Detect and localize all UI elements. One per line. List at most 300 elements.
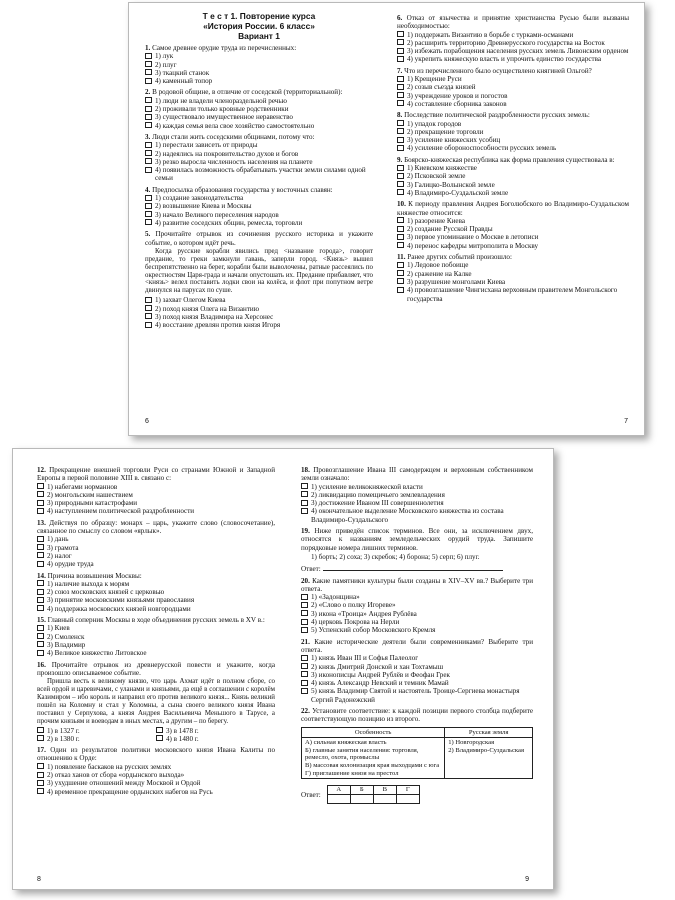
answer-option[interactable] — [145, 61, 373, 69]
matching-header-right: Русская земля — [445, 727, 533, 738]
checkbox[interactable] — [145, 195, 152, 201]
answer-options — [397, 217, 629, 250]
checkbox[interactable] — [37, 727, 44, 733]
answer-option[interactable] — [397, 233, 629, 241]
question-11 — [397, 253, 629, 303]
answer-option[interactable] — [145, 194, 373, 202]
checkbox[interactable] — [301, 602, 308, 608]
answer-option-label: 2) союз московских князей с церковью — [47, 588, 165, 597]
checkbox[interactable] — [145, 106, 152, 112]
checkbox[interactable] — [397, 76, 404, 82]
checkbox[interactable] — [145, 114, 152, 120]
checkbox[interactable] — [397, 189, 404, 195]
answer-option-label: 2) в 1380 г. — [47, 734, 80, 743]
answer-option[interactable] — [145, 97, 373, 105]
page-6 — [145, 11, 373, 329]
answer-option-label: 3) ткацкий станок — [155, 68, 210, 77]
answer-option-label: 4) Владимиро-Суздальской земле — [407, 188, 509, 197]
question-prompt: Последствие политической раздробленности русских земель: — [404, 111, 590, 120]
checkbox[interactable] — [397, 56, 404, 62]
answer-options — [37, 624, 275, 657]
answer-option[interactable] — [145, 150, 373, 158]
page-7 — [397, 11, 629, 303]
answer-option-label: 4) в 1480 г. — [166, 734, 199, 743]
checkbox[interactable] — [397, 242, 404, 248]
question-text — [301, 638, 533, 655]
answer-option[interactable] — [145, 296, 373, 304]
checkbox[interactable] — [301, 483, 308, 489]
answer-option[interactable] — [397, 261, 629, 269]
answer-option[interactable] — [397, 225, 629, 233]
question-text — [145, 186, 373, 194]
question-text — [37, 661, 275, 678]
checkbox[interactable] — [145, 322, 152, 328]
question-prompt: Ниже приведён список терминов. Все они, за исключением двух, относятся к названиям земледельческих орудий труда. Запишите порядковые номера лишних терминов. — [301, 527, 533, 552]
checkbox[interactable] — [301, 627, 308, 633]
question-prompt: Какие исторические деятели были современниками? Выберите три ответа. — [301, 637, 533, 654]
answer-option-label: 1) Ледовое побоище — [407, 261, 469, 270]
answer-option[interactable] — [397, 217, 629, 225]
checkbox[interactable] — [397, 120, 404, 126]
answer-option[interactable] — [301, 483, 533, 491]
question-4 — [145, 186, 373, 227]
answer-option[interactable] — [301, 687, 533, 704]
matching-left-item: Б) главные занятия населения: торговля, ремесло, охота, промыслы — [305, 746, 419, 762]
answer-option[interactable] — [145, 113, 373, 121]
answer-option[interactable] — [301, 601, 533, 609]
answer-option-label: 1) усиление великокняжеской власти — [311, 482, 423, 491]
question-20 — [301, 577, 533, 635]
answer-option[interactable] — [145, 69, 373, 77]
answer-option-label: 4) развитие соседских общин, ремесла, торговли — [155, 218, 303, 227]
answer-option-label: 4) появилась возможность обрабатывать участки земли силами одной семьи — [155, 166, 366, 183]
answer-option-label: 4) князь Александр Невский и темник Мамай — [311, 679, 449, 688]
answer-option[interactable] — [145, 166, 373, 183]
page-9 — [301, 463, 533, 804]
checkbox[interactable] — [145, 313, 152, 319]
answer-option[interactable] — [37, 779, 275, 787]
variant-label: Вариант 1 — [238, 31, 280, 41]
answer-option[interactable] — [37, 552, 275, 560]
question-number: 4. — [145, 185, 151, 194]
question-number: 6. — [397, 14, 403, 22]
answer-option-label: 3) усиление княжеских усобиц — [407, 136, 501, 145]
checkbox[interactable] — [37, 650, 44, 656]
question-text — [397, 156, 629, 164]
answer-option[interactable] — [301, 618, 533, 626]
checkbox[interactable] — [397, 39, 404, 45]
checkbox[interactable] — [145, 150, 152, 156]
checkbox[interactable] — [397, 270, 404, 276]
checkbox[interactable] — [397, 84, 404, 90]
question-3 — [145, 133, 373, 183]
matching-left-item: Г) приглашение князя на престол — [305, 769, 399, 777]
question-prompt: Установите соответствие: к каждой позиции первого столбца подберите соответствующую позицию из второго. — [301, 707, 533, 724]
answer-option[interactable] — [37, 641, 275, 649]
answer-option[interactable] — [37, 560, 275, 568]
answer-option[interactable] — [37, 771, 275, 779]
checkbox[interactable] — [397, 145, 404, 151]
question-number: 11. — [397, 253, 406, 262]
answer-options — [37, 483, 275, 516]
question-number: 19. — [301, 527, 310, 536]
answer-option-label: 2) проживали только кровные родственники — [155, 105, 289, 114]
answer-option[interactable] — [397, 120, 629, 128]
answer-option-label: 4) каждая семья вела свое хозяйство самостоятельно — [155, 121, 315, 130]
answer-option-label: 3) Галицко-Волынской земле — [407, 180, 495, 189]
question-prompt: Один из результатов политики московского князя Ивана Калиты по отношению к Орде: — [37, 746, 275, 763]
answer-option-label: 3) существовало имущественное неравенство — [155, 113, 293, 122]
answer-options — [145, 141, 373, 182]
answer-option[interactable] — [37, 580, 275, 588]
checkbox[interactable] — [397, 287, 404, 293]
answer-option[interactable] — [397, 92, 629, 100]
checkbox[interactable] — [37, 597, 44, 603]
question-18 — [301, 466, 533, 524]
checkbox[interactable] — [397, 31, 404, 37]
answer-grid-cell[interactable] — [327, 795, 350, 804]
question-number: 8. — [397, 111, 403, 120]
answer-option[interactable] — [145, 219, 373, 227]
answer-options — [37, 580, 275, 613]
checkbox[interactable] — [397, 278, 404, 284]
answer-option[interactable] — [397, 136, 629, 144]
answer-option-label: 3) икона «Троица» Андрея Рублёва — [311, 609, 417, 618]
question-prompt: Что из перечисленного было осуществлено княгиней Ольгой? — [404, 66, 592, 75]
answer-input-line[interactable] — [323, 564, 503, 571]
answer-option-label: 3) резко выросла численность населения на планете — [155, 157, 313, 166]
question-number: 7. — [397, 66, 403, 75]
answer-option[interactable] — [37, 735, 156, 743]
answer-option-label: 2) отказ ханов от сбора «ордынского выхода» — [47, 771, 185, 780]
checkbox[interactable] — [37, 763, 44, 769]
answer-option-label: 2) Псковской земле — [407, 172, 466, 181]
checkbox[interactable] — [397, 100, 404, 106]
answer-option[interactable] — [145, 202, 373, 210]
question-number: 18. — [301, 466, 310, 474]
checkbox[interactable] — [37, 580, 44, 586]
answer-option[interactable] — [37, 535, 275, 543]
checkbox[interactable] — [37, 772, 44, 778]
checkbox[interactable] — [145, 78, 152, 84]
answer-option[interactable] — [37, 507, 275, 515]
answer-option-label: 2) Смоленск — [47, 632, 85, 641]
answer-option[interactable] — [397, 55, 629, 63]
question-number: 9. — [397, 155, 403, 164]
checkbox[interactable] — [301, 500, 308, 506]
answer-options — [397, 164, 629, 197]
answer-option-label: 3) в 1478 г. — [166, 726, 199, 735]
answer-option[interactable] — [145, 52, 373, 60]
page-spread-bottom — [12, 448, 554, 890]
answer-option[interactable] — [145, 211, 373, 219]
answer-grid-cell[interactable] — [350, 795, 373, 804]
checkbox[interactable] — [37, 552, 44, 558]
source-passage: Пришла весть к великому князю, что царь Ахмат идёт в полном сборе, со всей ордой и царевичами, с уланами и князьями, да ещё в соглашении с королём Казимиром – ибо король и направил его против великого князя... Князь великий пошёл на Коломну и стал у Коломны, а сына своего великого князя Ивана поставил у Серпухова, а князя Андрея Васильевича Меньшого в Тарусе, а прочим князьям и воеводам в иных местах, а другим – по берегу. — [37, 678, 275, 725]
answer-option-label: 1) перестали зависеть от природы — [155, 141, 258, 150]
answer-option[interactable] — [37, 499, 275, 507]
answer-option[interactable] — [37, 596, 275, 604]
answer-option[interactable] — [37, 624, 275, 632]
answer-grid-cell[interactable] — [396, 795, 419, 804]
checkbox[interactable] — [37, 544, 44, 550]
checkbox[interactable] — [397, 181, 404, 187]
question-5 — [145, 230, 373, 329]
answer-grid-header: Б — [350, 786, 373, 795]
answer-option[interactable] — [301, 626, 533, 634]
checkbox[interactable] — [37, 633, 44, 639]
answer-option[interactable] — [397, 270, 629, 278]
checkbox[interactable] — [145, 203, 152, 209]
answer-row — [301, 785, 533, 804]
checkbox[interactable] — [145, 219, 152, 225]
answer-option-label: 2) возвышение Киева и Москвы — [155, 202, 252, 211]
question-number: 5. — [145, 230, 151, 239]
checkbox[interactable] — [145, 97, 152, 103]
answer-option[interactable] — [37, 491, 275, 499]
question-text — [301, 577, 533, 594]
test-title: Т е с т 1. Повторение курса — [202, 11, 316, 21]
question-text — [145, 44, 373, 52]
checkbox[interactable] — [37, 483, 44, 489]
checkbox[interactable] — [397, 234, 404, 240]
checkbox[interactable] — [37, 605, 44, 611]
checkbox[interactable] — [37, 641, 44, 647]
question-number: 20. — [301, 576, 310, 585]
checkbox[interactable] — [397, 128, 404, 134]
answer-option[interactable] — [301, 671, 533, 679]
question-text — [145, 133, 373, 141]
answer-option[interactable] — [145, 305, 373, 313]
question-prompt: Провозглашение Ивана III самодержцем и верховным собственником земли означало: — [301, 466, 533, 483]
checkbox[interactable] — [145, 305, 152, 311]
answer-option[interactable] — [397, 83, 629, 91]
question-number: 13. — [37, 518, 46, 527]
checkbox[interactable] — [37, 491, 44, 497]
answer-grid-header: Г — [396, 786, 419, 795]
answer-option[interactable] — [397, 144, 629, 152]
answer-option[interactable] — [301, 491, 533, 499]
answer-option-label: 3) разрушение монголами Киева — [407, 277, 506, 286]
answer-option-label: 3) избежать порабощения населения русских земель Ливонским орденом — [407, 47, 629, 56]
checkbox[interactable] — [37, 735, 44, 741]
answer-option-label: 3) ухудшение отношений между Москвой и Ордой — [47, 779, 201, 788]
question-text — [37, 519, 275, 536]
answer-option-label: 3) учреждение уроков и погостов — [407, 91, 508, 100]
checkbox[interactable] — [145, 297, 152, 303]
checkbox[interactable] — [397, 48, 404, 54]
answer-option[interactable] — [301, 679, 533, 687]
answer-option-label: 3) грамота — [47, 543, 79, 552]
checkbox[interactable] — [301, 610, 308, 616]
answer-option[interactable] — [156, 735, 275, 743]
answer-option[interactable] — [397, 181, 629, 189]
answer-option-label: 3) первое упоминание о Москве в летописи — [407, 233, 539, 242]
checkbox[interactable] — [145, 167, 152, 173]
terms-list: 1) борть; 2) соха; 3) скребок; 4) борона; 5) серп; 6) плуг. — [311, 552, 480, 561]
checkbox[interactable] — [301, 491, 308, 497]
answer-option-label: 4) временное прекращение ордынских набегов на Русь — [47, 787, 213, 796]
checkbox[interactable] — [397, 173, 404, 179]
answer-option-label: 2) князь Дмитрий Донской и хан Тохтамыш — [311, 662, 444, 671]
checkbox[interactable] — [156, 727, 163, 733]
answer-option-label: 4) каменный топор — [155, 77, 213, 86]
answer-option[interactable] — [156, 727, 275, 735]
answer-option-label: 4) провозглашение Чингисхана верховным правителем Монгольского государства — [407, 286, 618, 303]
question-prompt: Главный соперник Москвы в ходе объединения русских земель в XV в.: — [47, 616, 265, 625]
question-text — [37, 466, 275, 483]
answer-option-label: 1) появление баскаков на русских землях — [47, 762, 172, 771]
answer-option[interactable] — [397, 242, 629, 250]
answer-option[interactable] — [301, 499, 533, 507]
checkbox[interactable] — [37, 536, 44, 542]
checkbox[interactable] — [145, 61, 152, 67]
answer-option-label: 1) князь Иван III и Софья Палеолог — [311, 654, 419, 663]
answer-option-label: 4) поддержка московских князей новгородцами — [47, 604, 191, 613]
answer-option-label: 2) надеялись на покровительство духов и богов — [155, 149, 299, 158]
answer-option[interactable] — [397, 172, 629, 180]
checkbox[interactable] — [37, 508, 44, 514]
answer-options — [301, 593, 533, 634]
question-number: 12. — [37, 466, 46, 474]
checkbox[interactable] — [397, 137, 404, 143]
answer-option[interactable] — [37, 763, 275, 771]
answer-grid-cell[interactable] — [373, 795, 396, 804]
answer-option-label: 2) плуг — [155, 60, 177, 69]
answer-option-label: 3) иконописцы Андрей Рублёв и Феофан Грек — [311, 670, 450, 679]
checkbox[interactable] — [145, 142, 152, 148]
answer-option[interactable] — [397, 75, 629, 83]
answer-option[interactable] — [397, 47, 629, 55]
answer-line — [301, 564, 533, 573]
answer-option-label: 2) «Слово о полку Игореве» — [311, 601, 396, 610]
checkbox[interactable] — [301, 680, 308, 686]
answer-option-label: 1) поддержать Византию в борьбе с турками-османами — [407, 30, 574, 39]
matching-left-item: А) сильная княжеская власть — [305, 739, 387, 747]
checkbox[interactable] — [37, 500, 44, 506]
answer-option[interactable] — [37, 788, 275, 796]
checkbox[interactable] — [37, 589, 44, 595]
checkbox[interactable] — [301, 508, 308, 514]
question-16 — [37, 661, 275, 744]
answer-option[interactable] — [145, 321, 373, 329]
answer-option[interactable] — [37, 649, 275, 657]
checkbox[interactable] — [37, 625, 44, 631]
checkbox[interactable] — [301, 594, 308, 600]
answer-option[interactable] — [301, 610, 533, 618]
answer-option[interactable] — [37, 544, 275, 552]
answer-option-label: 2) прекращение торговли — [407, 127, 484, 136]
answer-option[interactable] — [37, 483, 275, 491]
checkbox[interactable] — [397, 226, 404, 232]
checkbox[interactable] — [37, 788, 44, 794]
answer-option[interactable] — [301, 593, 533, 601]
page-8 — [37, 463, 275, 796]
answer-option[interactable] — [397, 286, 629, 303]
question-text — [301, 466, 533, 483]
answer-option[interactable] — [397, 128, 629, 136]
answer-option-label: 3) природными катастрофами — [47, 499, 138, 508]
checkbox[interactable] — [145, 158, 152, 164]
answer-option[interactable] — [301, 663, 533, 671]
answer-grid — [327, 785, 420, 804]
checkbox[interactable] — [145, 122, 152, 128]
answer-option[interactable] — [145, 158, 373, 166]
answer-option[interactable] — [397, 278, 629, 286]
answer-option[interactable] — [37, 605, 275, 613]
answer-option[interactable] — [397, 164, 629, 172]
checkbox[interactable] — [37, 780, 44, 786]
answer-option[interactable] — [145, 105, 373, 113]
checkbox[interactable] — [397, 165, 404, 171]
answer-option[interactable] — [37, 633, 275, 641]
checkbox[interactable] — [397, 217, 404, 223]
checkbox[interactable] — [397, 262, 404, 268]
question-9 — [397, 156, 629, 197]
page-number-right: 7 — [624, 418, 628, 425]
checkbox[interactable] — [397, 92, 404, 98]
answer-option[interactable] — [145, 77, 373, 85]
checkbox[interactable] — [301, 655, 308, 661]
answer-option[interactable] — [397, 39, 629, 47]
source-passage: Когда русские корабли явились пред <название города>, говорит предание, то греки замкнули гавань, заперли город. <Князь> вышел беспрепятственно на берег, корабли были выволочены, ратные рассеялись по окрестностям Царя-града и начали опустошать их. Предание прибавляет, что <князь> велел поставить лодки свои на колёса, и флот при попутном ветре двинулся на парусах по суше. — [145, 247, 373, 295]
checkbox[interactable] — [301, 619, 308, 625]
checkbox[interactable] — [301, 671, 308, 677]
answer-option-label: 4) восстание древлян против князя Игоря — [155, 321, 281, 330]
answer-option-label: 2) сражение на Калке — [407, 269, 472, 278]
question-text — [301, 527, 533, 552]
answer-option[interactable] — [397, 189, 629, 197]
checkbox[interactable] — [301, 663, 308, 669]
answer-option[interactable] — [301, 507, 533, 524]
checkbox[interactable] — [145, 53, 152, 59]
answer-label: Ответ: — [301, 565, 321, 574]
checkbox[interactable] — [301, 688, 308, 694]
answer-options — [145, 194, 373, 227]
answer-option[interactable] — [145, 122, 373, 130]
answer-option[interactable] — [37, 727, 156, 735]
checkbox[interactable] — [145, 69, 152, 75]
question-text — [397, 67, 629, 75]
question-6 — [397, 14, 629, 64]
question-prompt: Предпосылка образования государства у восточных славян: — [152, 185, 333, 194]
checkbox[interactable] — [156, 735, 163, 741]
answer-option-label: 4) Великое княжество Литовское — [47, 649, 147, 658]
answer-options — [145, 97, 373, 130]
answer-option[interactable] — [301, 654, 533, 662]
answer-option-label: 1) Киев — [47, 624, 70, 633]
checkbox[interactable] — [145, 211, 152, 217]
answer-option-label: 4) окончательное выделение Московского княжества из состава Владимиро-Суздальского — [311, 507, 504, 524]
answer-option-label: 3) начало Великого переселения народов — [155, 210, 279, 219]
answer-option[interactable] — [397, 100, 629, 108]
answer-option[interactable] — [145, 141, 373, 149]
answer-option-label: 1) люди не владели членораздельной речью — [155, 96, 287, 105]
question-text — [37, 616, 275, 624]
checkbox[interactable] — [37, 561, 44, 567]
question-prompt: Отказ от язычества и принятие христианства Русью были вызваны необходимостью: — [397, 14, 629, 31]
answer-grid-header: В — [373, 786, 396, 795]
question-number: 10. — [397, 200, 406, 209]
answer-option[interactable] — [37, 588, 275, 596]
answer-option[interactable] — [397, 31, 629, 39]
answer-option[interactable] — [145, 313, 373, 321]
question-text — [145, 230, 373, 247]
answer-option-label: 1) лук — [155, 52, 174, 61]
question-number: 21. — [301, 637, 310, 646]
question-14 — [37, 572, 275, 613]
answer-option-label: 4) усиление обороноспособности русских земель — [407, 144, 557, 153]
